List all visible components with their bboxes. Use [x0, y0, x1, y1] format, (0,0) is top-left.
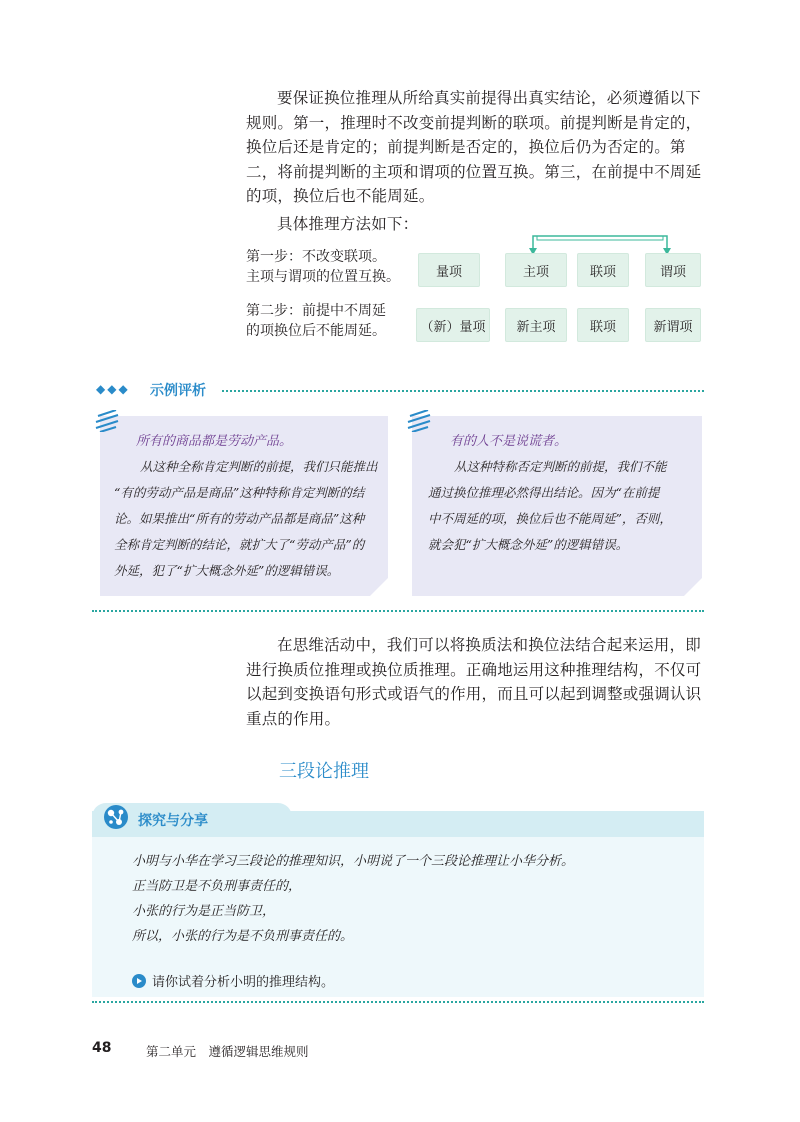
- step2-line: 第二步：前提中不周延: [246, 303, 386, 319]
- card-a-body: [114, 454, 376, 584]
- dotted-divider: [222, 390, 704, 392]
- card-a-line: 全称肯定判断的结论，就扩大了“劳动产品”的: [114, 537, 365, 552]
- box-new-quantifier: （新）量项: [416, 308, 490, 342]
- section-title: 三段论推理: [279, 761, 369, 782]
- step2-line: 的项换位后不能周延。: [246, 323, 386, 339]
- task-text: 请你试着分析小明的推理结构。: [152, 975, 335, 990]
- box-predicate: 谓项: [645, 253, 701, 287]
- intro-line: 二，将前提判断的主项和谓项的位置互换。第三，在前提中不周延: [246, 162, 702, 181]
- explore-line: 小张的行为是正当防卫，: [132, 904, 276, 919]
- card-a-line: 从这种全称肯定判断的前提，我们只能推出: [140, 459, 378, 474]
- footer-unit-title: 第二单元 遵循逻辑思维规则: [146, 1044, 309, 1059]
- card-b-line: 就会犯“扩大概念外延”的逻辑错误。: [428, 537, 629, 552]
- card-b-line: 通过换位推理必然得出结论。因为“在前提: [428, 485, 660, 500]
- card-a-line: 外延，犯了“扩大概念外延”的逻辑错误。: [114, 563, 340, 578]
- dotted-divider: [92, 1001, 704, 1003]
- after-line: 以起到变换语句形式或语气的作用，而且可以起到调整或强调认识: [246, 685, 702, 703]
- after-line: 进行换质位推理或换位质推理。正确地运用这种推理结构，不仅可: [246, 660, 702, 679]
- molecule-icon: [102, 803, 130, 831]
- step1-line: 第一步：不改变联项。: [246, 249, 386, 265]
- card-b-title: 有的人不是说谎者。: [450, 434, 568, 449]
- intro-line: 的项，换位后也不能周延。: [246, 187, 435, 205]
- box-new-subject: 新主项: [505, 308, 567, 342]
- example-card-b: [412, 416, 702, 596]
- step2-label: [246, 301, 416, 341]
- card-b-line: 中不周延的项，换位后也不能周延”，否则，: [428, 511, 672, 526]
- card-a-line: 论。如果推出“所有的劳动产品都是商品”这种: [114, 511, 365, 526]
- intro-paragraph: [246, 86, 702, 209]
- box-copula: 联项: [577, 253, 629, 287]
- task-prompt: [132, 971, 334, 990]
- explore-body: [92, 837, 704, 997]
- stripes-icon: [94, 410, 120, 432]
- example-card-a: [100, 416, 388, 596]
- step1-label: [246, 247, 416, 287]
- intro-line: 换位后还是肯定的；前提判断是否定的，换位后仍为否定的。第: [246, 138, 686, 156]
- card-fold: [684, 578, 702, 596]
- after-line: 在思维活动中，我们可以将换质法和换位法结合起来运用，即: [277, 636, 701, 654]
- explore-box: [92, 797, 704, 1001]
- step1-line: 主项与谓项的位置互换。: [246, 269, 400, 285]
- example-header: [92, 380, 704, 402]
- card-b-line: 从这种特称否定判断的前提，我们不能: [454, 459, 667, 474]
- explore-line: 所以，小张的行为是不负刑事责任的。: [132, 929, 354, 944]
- method-line: 具体推理方法如下：: [277, 215, 419, 233]
- box-copula-2: 联项: [577, 308, 629, 342]
- diamond-icon: ◆◆◆: [96, 382, 130, 396]
- explore-lines: [132, 849, 574, 949]
- play-icon: [132, 974, 146, 988]
- card-b-body: [428, 454, 690, 558]
- intro-line: 要保证换位推理从所给真实前提得出真实结论，必须遵循以下: [277, 89, 701, 107]
- box-quantifier: 量项: [418, 253, 480, 287]
- page-number: 48: [92, 1040, 112, 1056]
- example-title: 示例评析: [150, 383, 206, 399]
- card-a-title: 所有的商品都是劳动产品。: [136, 434, 293, 449]
- explore-line: 小明与小华在学习三段论的推理知识，小明说了一个三段论推理让小华分析。: [132, 854, 575, 869]
- card-a-line: “有的劳动产品是商品”这种特称肯定判断的结: [114, 485, 365, 500]
- dotted-divider: [92, 610, 704, 612]
- stripes-icon: [406, 410, 432, 432]
- after-line: 重点的作用。: [246, 709, 341, 728]
- box-new-predicate: 新谓项: [645, 308, 701, 342]
- card-fold: [370, 578, 388, 596]
- box-subject: 主项: [505, 253, 567, 287]
- intro-line: 规则。第一，推理时不改变前提判断的联项。前提判断是肯定的，: [246, 113, 702, 132]
- explore-title: 探究与分享: [138, 813, 208, 829]
- after-example-paragraph: [246, 633, 702, 731]
- explore-line: 正当防卫是不负刑事责任的，: [132, 879, 302, 894]
